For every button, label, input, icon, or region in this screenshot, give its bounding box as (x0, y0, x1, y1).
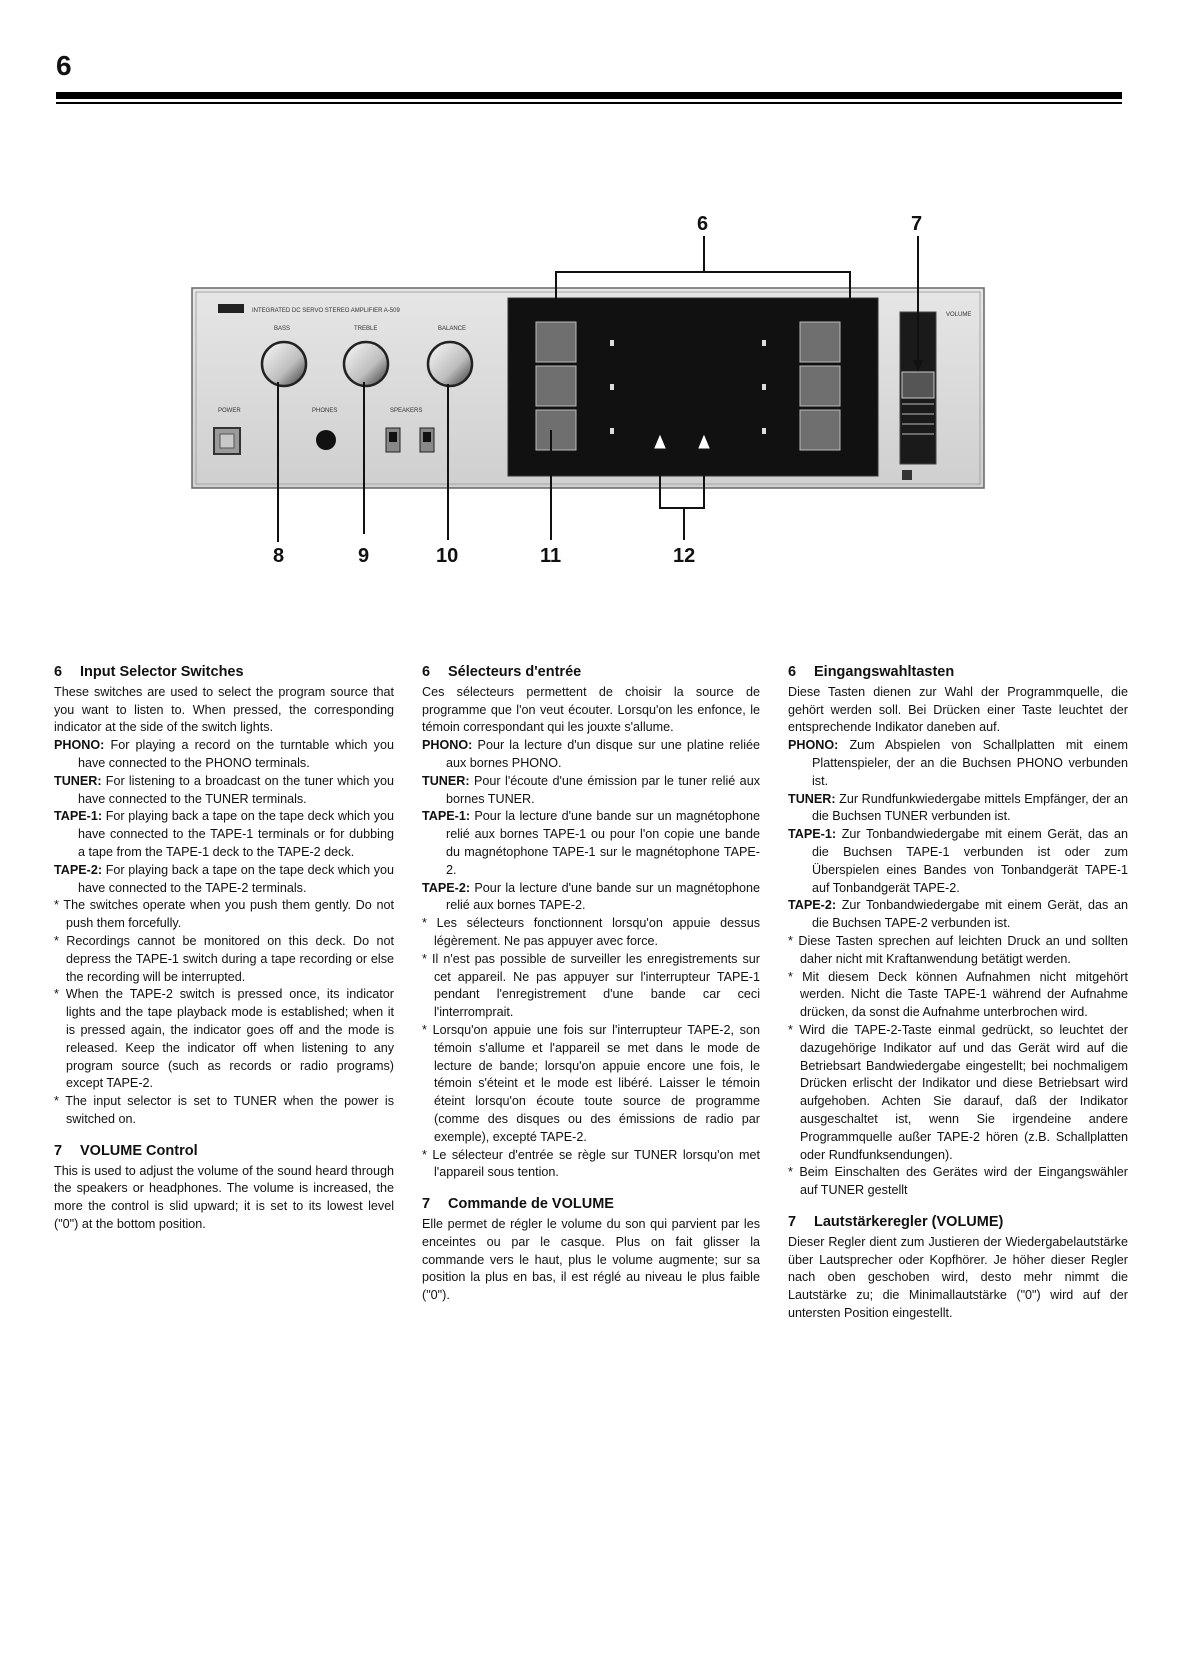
treble-knob (344, 342, 388, 386)
callout-8: 8 (273, 545, 285, 567)
entry-tuner: TUNER: Zur Rundfunkwiedergabe mittels Empfänger, der an die Buchsen TUNER verbunden ist. (788, 791, 1129, 824)
volume-slider-knob (902, 372, 934, 398)
entry-phono: PHONO: Zum Abspielen von Schallplatten mit einem Plattenspieler, der an die Buchsen PHONO verbunden ist. (788, 738, 1129, 788)
note: * Wird die TAPE-2-Taste einmal gedrückt, so leuchtet der dazugehörige Indikator auf und das Gerät wird auf die Betriebsart Bandwiedergabe eingestellt; bei nochmaligem Drücken erlischt der Indikator und diese Betriebsart wird aufgehoben. Achten Sie darauf, daß der Indikator ausgeschaltet ist, wenn Sie irgendeine andere Programmquelle außer TAPE-2 hören (z.B. Schallplatten oder Rundfunksendungen). (788, 1022, 1128, 1162)
section-title: 6 Input Selector Switches (54, 664, 244, 680)
brand-logo (218, 304, 244, 313)
page-number: 6 (56, 50, 72, 81)
knob-label-balance: BALANCE (438, 326, 467, 332)
section-intro: Ces sélecteurs permettent de choisir la source de programme que l'on veut écouter. Lorsqu'on les enfonce, le témoin correspondant qui les jouxte s'allume. (422, 684, 760, 735)
amplifier-front-panel-figure (0, 0, 1179, 600)
volume-label: VOLUME (946, 312, 972, 318)
panel-model-text: INTEGRATED DC SERVO STEREO AMPLIFIER A-509 (252, 308, 400, 314)
section-intro: These switches are used to select the program source that you want to listen to. When pressed, the corresponding indicator at the side of the switch lights. (54, 684, 394, 735)
section-body: This is used to adjust the volume of the sound heard through the speakers or headphones. The volume is increased, the more the control is slid upward; it is set to its lowest level ("0") at the bottom position. (54, 1163, 394, 1231)
entry-tuner: TUNER: Pour l'écoute d'une émission par le tuner relié aux bornes TUNER. (422, 773, 760, 806)
callout-11: 11 (540, 545, 562, 567)
knob-label-bass: BASS (274, 326, 291, 332)
input-switch-tuner (536, 366, 576, 406)
section-title: 7 VOLUME Control (54, 1142, 198, 1159)
callout-10: 10 (436, 545, 459, 567)
input-switch-phono (536, 322, 576, 362)
note: * Les sélecteurs fonctionnent lorsqu'on appuie dessus légèrement. Ne pas appuyer avec force. (422, 916, 760, 948)
section-body: Elle permet de régler le volume du son qui parvient par les enceintes ou par le casque. Plus on fait glisser la commande vers le haut, plus le volume augmente; sur sa position la plus en bas, il est réglé au niveau le plus faible ("0"). (422, 1216, 760, 1303)
note: * Diese Tasten sprechen auf leichten Druck an und sollten daher nicht mit Kraftanwendung betätigt werden. (788, 933, 1128, 966)
phones-jack (316, 430, 336, 450)
bass-knob (262, 342, 306, 386)
column-french (422, 664, 760, 1305)
callout-12: 12 (673, 545, 696, 567)
entry-phono: PHONO: For playing a record on the turntable which you have connected to the PHONO terminals. (54, 738, 394, 770)
note: * Le sélecteur d'entrée se règle sur TUNER lorsqu'on met l'appareil sous tention. (422, 1147, 760, 1180)
callout-9: 9 (358, 545, 370, 567)
section-title: 6 Eingangswahltasten (788, 664, 955, 680)
entry-phono: PHONO: Pour la lecture d'un disque sur une platine reliée aux bornes PHONO. (422, 738, 760, 770)
section-body: Dieser Regler dient zum Justieren der Wiedergabelautstärke über Lautsprecher oder Kopfhörer. Je höher dieser Regler nach oben geschoben wird, desto mehr nimmt die Lautstärke zu; die Minimallautstärke ("0") wird auf der untersten Position eingestellt. (788, 1234, 1128, 1320)
power-label: POWER (218, 408, 241, 414)
column-german (788, 664, 1128, 1323)
callout-6: 6 (697, 213, 709, 235)
note: * Beim Einschalten des Gerätes wird der Eingangswähler auf TUNER gestellt (788, 1165, 1128, 1198)
knob-label-treble: TREBLE (354, 326, 378, 332)
note: * The switches operate when you push them gently. Do not push them forcefully. (54, 898, 394, 931)
note: * Recordings cannot be monitored on this deck. Do not depress the TAPE-1 switch during a tape recording or else the recording will be interrupted. (54, 933, 394, 984)
speakers-label: SPEAKERS (390, 408, 423, 414)
entry-tape2: TAPE-2: Pour la lecture d'une bande sur un magnétophone relié aux bornes TAPE-2. (422, 880, 761, 913)
section-title: 7 Lautstärkeregler (VOLUME) (788, 1213, 1004, 1230)
callout-7: 7 (911, 213, 923, 235)
input-switch-right-2 (800, 366, 840, 406)
note: * The input selector is set to TUNER when the power is switched on. (54, 1094, 394, 1126)
entry-tape1: TAPE-1: For playing back a tape on the tape deck which you have connected to the TAPE-1 terminals or for dubbing a tape from the TAPE-1 deck to the TAPE-2 deck. (54, 809, 395, 859)
column-english (54, 664, 394, 1234)
phones-label: PHONES (312, 408, 338, 414)
entry-tape1: TAPE-1: Pour la lecture d'une bande sur un magnétophone relié aux bornes TAPE-1 ou pour l'on copie une bande du magnétophone TAPE-1 sur le magnétophone TAPE-2. (422, 809, 761, 877)
note: * Mit diesem Deck können Aufnahmen nicht mitgehört werden. Nicht die Taste TAPE-1 während der Aufnahme drücken, da sonst die Aufnahme unterbrochen wird. (788, 969, 1128, 1020)
note: * Il n'est pas possible de surveiller les enregistrements sur cet appareil. Ne pas appuyer sur l'interrupteur TAPE-1 pendant l'enregistrement d'une bande car ceci l'interromprait. (422, 951, 760, 1020)
entry-tape2: TAPE-2: For playing back a tape on the tape deck which you have connected to the TAPE-2 terminals. (54, 862, 395, 895)
input-switch-tape1 (536, 410, 576, 450)
input-switch-tape2 (800, 410, 840, 450)
entry-tape2: TAPE-2: Zur Tonbandwiedergabe mit einem Gerät, das an die Buchsen TAPE-2 verbunden ist. (788, 898, 1128, 931)
note: * Lorsqu'on appuie une fois sur l'interrupteur TAPE-2, son témoin s'allume et l'appareil se met dans le mode de lecture de bande; lorsqu'on appuie encore une fois, le témoin s'éteint et le mode est libéré. Laisser le témoin éteint lorsqu'on écoute toute source de programme (comme des disques ou des émissions de radio par exemple), excepté TAPE-2. (422, 1022, 760, 1144)
section-intro: Diese Tasten dienen zur Wahl der Programmquelle, die gehört werden soll. Bei Drücken einer Taste leuchtet der entsprechende Indikator daneben auf. (788, 684, 1128, 735)
section-title: 7 Commande de VOLUME (422, 1196, 614, 1213)
section-title: 6 Sélecteurs d'entrée (422, 664, 582, 680)
entry-tuner: TUNER: For listening to a broadcast on the tuner which you have connected to the TUNER terminals. (54, 773, 395, 806)
balance-knob (428, 342, 472, 386)
entry-tape1: TAPE-1: Zur Tonbandwiedergabe mit einem Gerät, das an die Buchsen TAPE-1 verbunden ist oder zum Überspielen eines Bandes von Tonbandgerät TAPE-1 auf Tonbandgerät TAPE-2. (788, 827, 1128, 895)
input-switch-right-1 (800, 322, 840, 362)
note: * When the TAPE-2 switch is pressed once, its indicator lights and the tape playback mode is established; when it is pressed again, the indicator goes off and the mode is released. Keep the indicator off when listening to any program source (such as records or radio programs) except TAPE-2. (54, 987, 394, 1091)
